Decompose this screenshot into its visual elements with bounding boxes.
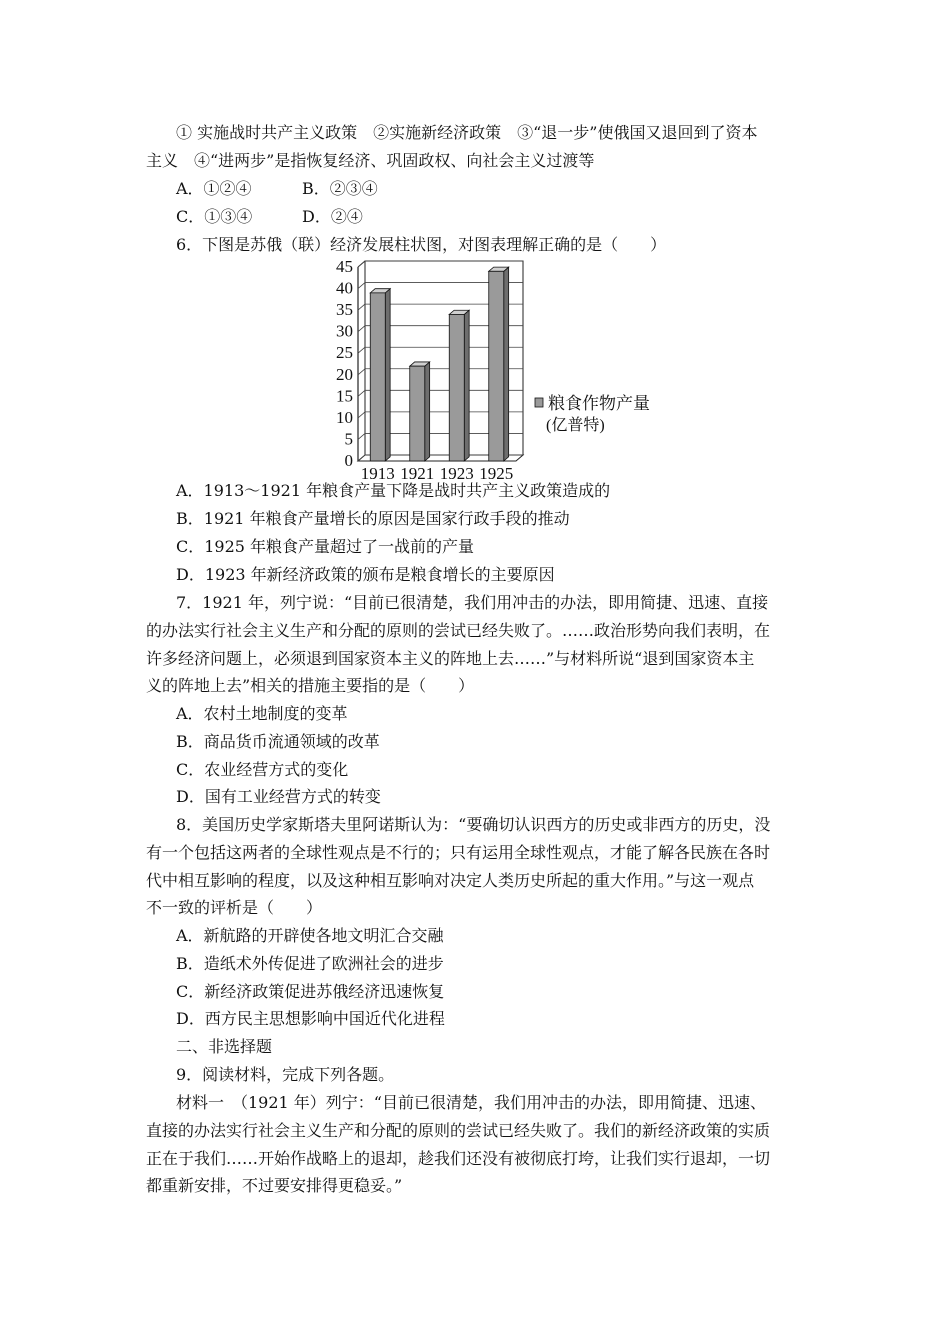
q7-option-c: C．农业经营方式的变化 bbox=[176, 760, 349, 779]
q7-option-a: A．农村土地制度的变革 bbox=[176, 704, 348, 723]
legend-series-label: 粮食作物产量 bbox=[548, 394, 650, 413]
x-tick-label-1921: 1921 bbox=[400, 464, 435, 482]
legend-unit-label: (亿普特) bbox=[546, 417, 605, 434]
y-tick-label-5: 5 bbox=[344, 429, 353, 449]
q8-stem-line-4: 不一致的评析是（ ） bbox=[146, 898, 323, 917]
q7-stem-line-1: 7．1921 年，列宁说：“目前已很清楚，我们用冲击的办法，即用简捷、迅速、直接 bbox=[176, 593, 769, 612]
x-axis-ticks bbox=[361, 464, 514, 482]
q8-option-c: C．新经济政策促进苏俄经济迅速恢复 bbox=[176, 982, 445, 1001]
q9-stem: 9．阅读材料，完成下列各题。 bbox=[176, 1065, 395, 1084]
x-tick-label-1925: 1925 bbox=[479, 464, 514, 482]
bar-side-1921 bbox=[425, 362, 430, 461]
gridline-side-25 bbox=[358, 347, 365, 353]
y-tick-label-40: 40 bbox=[336, 278, 353, 298]
gridline-side-30 bbox=[358, 326, 365, 332]
q6-option-c: C．1925 年粮食产量超过了一战前的产量 bbox=[176, 537, 475, 556]
bar-side-1923 bbox=[464, 310, 469, 461]
q6-option-d: D．1923 年新经济政策的颁布是粮食增长的主要原因 bbox=[176, 565, 555, 584]
q7-option-b: B．商品货币流通领域的改革 bbox=[176, 732, 380, 751]
bar-1925 bbox=[489, 271, 504, 461]
q7-option-d: D．国有工业经营方式的转变 bbox=[176, 787, 381, 806]
gridline-side-15 bbox=[358, 390, 365, 396]
q5-option-d: D．②④ bbox=[302, 207, 363, 226]
y-tick-label-0: 0 bbox=[344, 451, 353, 470]
q7-stem-line-2: 的办法实行社会主义生产和分配的原则的尝试已经失败了。……政治形势向我们表明，在 bbox=[146, 621, 771, 640]
q5-option-a: A．①②④ bbox=[176, 179, 252, 198]
x-tick-label-1913: 1913 bbox=[360, 464, 395, 482]
bar-side-1913 bbox=[385, 289, 390, 461]
y-tick-label-20: 20 bbox=[336, 364, 353, 384]
gridline-side-20 bbox=[358, 369, 365, 375]
material-1-line-1: 材料一 （1921 年）列宁：“目前已很清楚，我们用冲击的办法，即用简捷、迅速、 bbox=[176, 1093, 766, 1112]
material-1-line-2: 直接的办法实行社会主义生产和分配的原则的尝试已经失败了。我们的新经济政策的实质 bbox=[146, 1121, 771, 1140]
material-1-line-3: 正在于我们……开始作战略上的退却，趁我们还没有被彻底打垮，让我们实行退却，一切 bbox=[146, 1149, 771, 1168]
x-tick-label-1923: 1923 bbox=[439, 464, 474, 482]
y-tick-label-35: 35 bbox=[336, 300, 353, 320]
q5-statement-line-2: 主义 ④“进两步”是指恢复经济、巩固政权、向社会主义过渡等 bbox=[146, 151, 595, 170]
gridline-side-10 bbox=[358, 412, 365, 418]
y-axis-ticks bbox=[336, 258, 353, 470]
bar-side-1925 bbox=[504, 267, 509, 461]
q7-stem-line-4: 义的阵地上去”相关的措施主要指的是（ ） bbox=[146, 676, 475, 695]
gridline-side-35 bbox=[358, 304, 365, 310]
q6-stem: 6．下图是苏俄（联）经济发展柱状图，对图表理解正确的是（ ） bbox=[176, 235, 667, 254]
material-1-line-4: 都重新安排，不过要安排得更稳妥。” bbox=[146, 1176, 403, 1195]
grain-output-bar-chart bbox=[316, 258, 676, 482]
q8-stem-line-2: 有一个包括这两者的全球性观点是不行的；只有运用全球性观点，才能了解各民族在各时 bbox=[146, 843, 771, 862]
bar-1923 bbox=[449, 314, 464, 461]
q5-statement-line-1: ① 实施战时共产主义政策 ②实施新经济政策 ③“退一步”使俄国又退回到了资本 bbox=[176, 123, 758, 142]
y-tick-label-15: 15 bbox=[336, 386, 353, 406]
q8-stem-line-1: 8．美国历史学家斯塔夫里阿诺斯认为：“要确切认识西方的历史或非西方的历史，没 bbox=[176, 815, 771, 834]
legend-swatch bbox=[535, 398, 543, 407]
bar-1921 bbox=[410, 366, 425, 461]
q8-option-b: B．造纸术外传促进了欧洲社会的进步 bbox=[176, 954, 444, 973]
q8-stem-line-3: 代中相互影响的程度，以及这种相互影响对决定人类历史所起的重大作用。”与这一观点 bbox=[146, 871, 755, 890]
bar-1913 bbox=[370, 293, 385, 461]
q8-option-a: A．新航路的开辟使各地文明汇合交融 bbox=[176, 926, 444, 945]
y-tick-label-25: 25 bbox=[336, 343, 353, 363]
section-heading: 二、非选择题 bbox=[176, 1037, 273, 1056]
q5-option-c: C．①③④ bbox=[176, 207, 253, 226]
q6-option-a: A．1913～1921 年粮食产量下降是战时共产主义政策造成的 bbox=[176, 481, 611, 500]
y-tick-label-30: 30 bbox=[336, 321, 353, 341]
q7-stem-line-3: 许多经济问题上，必须退到国家资本主义的阵地上去……”与材料所说“退到国家资本主 bbox=[146, 649, 755, 668]
gridline-side-5 bbox=[358, 433, 365, 439]
q5-option-b: B．②③④ bbox=[302, 179, 378, 198]
y-tick-label-10: 10 bbox=[336, 407, 353, 427]
q8-option-d: D．西方民主思想影响中国近代化进程 bbox=[176, 1009, 445, 1028]
y-tick-label-45: 45 bbox=[336, 258, 353, 276]
gridline-side-45 bbox=[358, 261, 365, 267]
q6-option-b: B．1921 年粮食产量增长的原因是国家行政手段的推动 bbox=[176, 509, 570, 528]
gridline-side-40 bbox=[358, 283, 365, 289]
